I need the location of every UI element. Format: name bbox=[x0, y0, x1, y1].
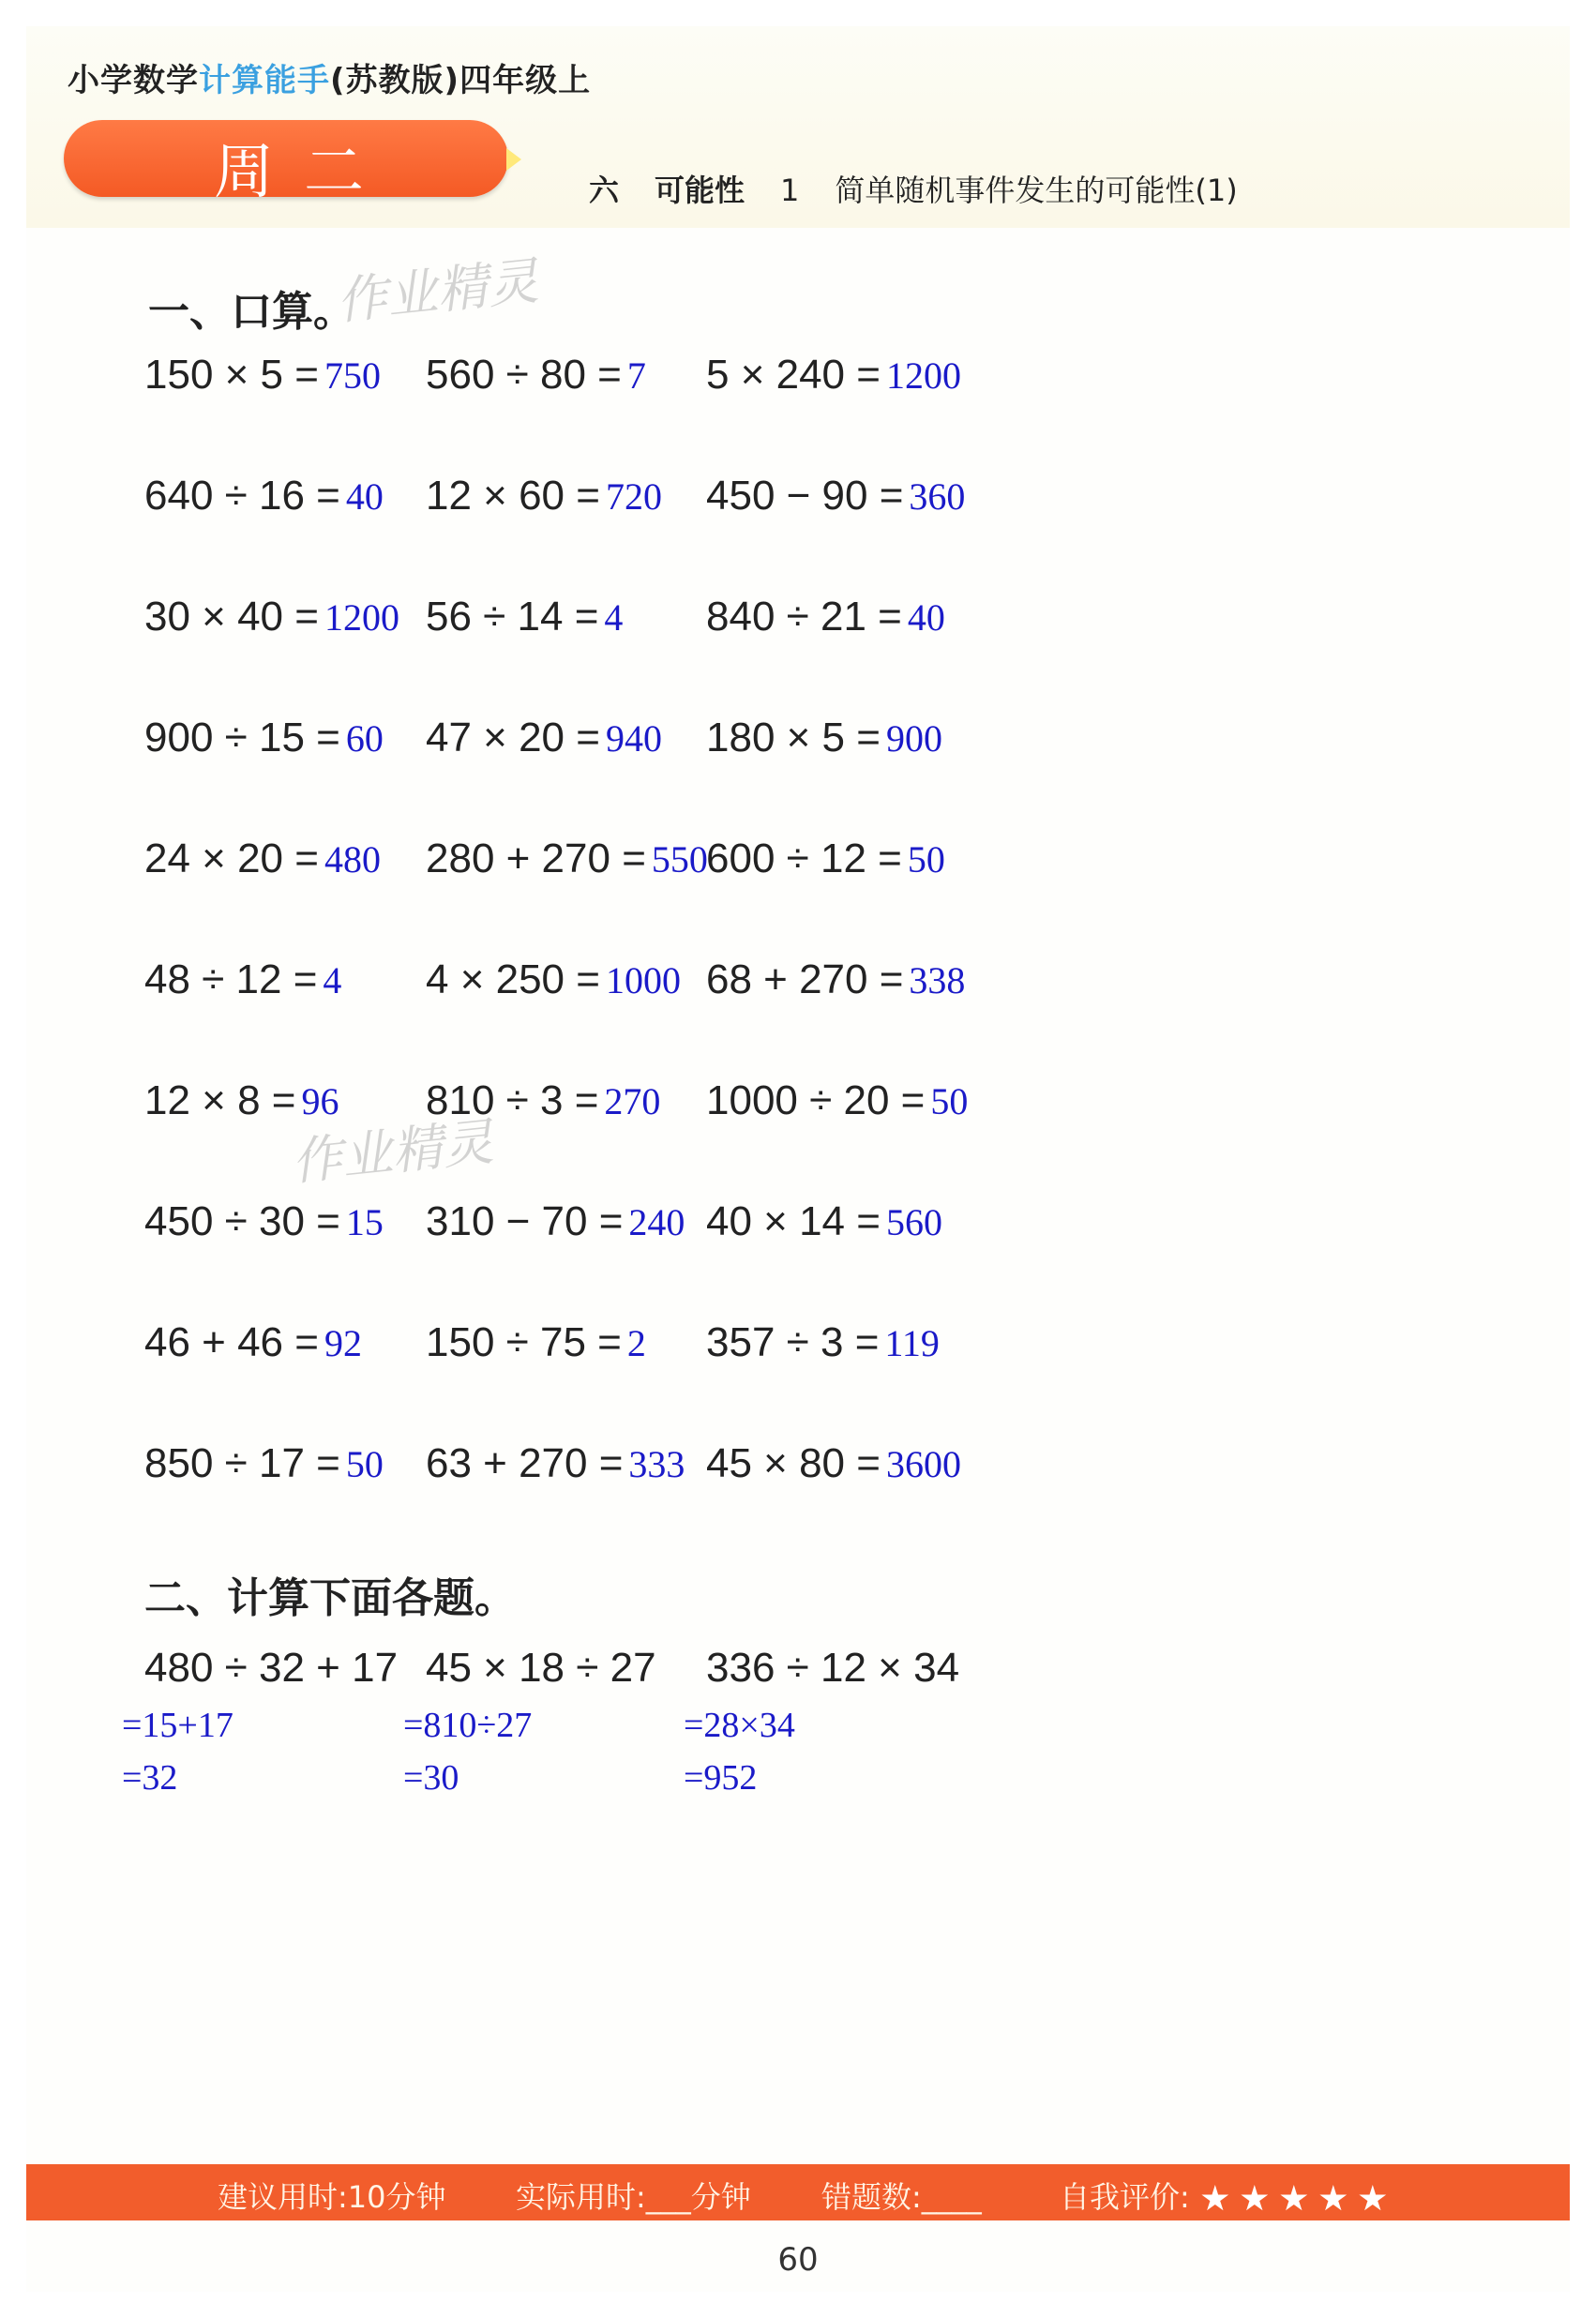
problem-expression: 45 × 80 = bbox=[706, 1440, 881, 1486]
oral-problem bbox=[144, 1077, 339, 1124]
solution-result: =952 bbox=[684, 1758, 758, 1798]
oral-problem bbox=[706, 956, 965, 1003]
answer: 119 bbox=[884, 1322, 940, 1364]
oral-problem bbox=[706, 835, 945, 882]
problem-expression: 560 ÷ 80 = bbox=[426, 352, 622, 398]
oral-problem bbox=[426, 1440, 685, 1487]
answer: 550 bbox=[651, 838, 708, 881]
play-arrow-icon bbox=[506, 148, 521, 171]
oral-problem bbox=[426, 352, 646, 399]
problem-expression: 450 − 90 = bbox=[706, 473, 904, 519]
answer: 2 bbox=[626, 1322, 646, 1364]
solution-step: =15+17 bbox=[122, 1706, 233, 1745]
oral-problem bbox=[426, 956, 681, 1003]
answer: 60 bbox=[345, 717, 384, 760]
rating-stars bbox=[1190, 2179, 1387, 2215]
flower-star-icon[interactable] bbox=[1359, 2185, 1387, 2213]
oral-problem bbox=[706, 1319, 940, 1366]
oral-problem bbox=[144, 1198, 384, 1245]
problem-expression: 47 × 20 = bbox=[426, 715, 600, 760]
unit-number: 六 bbox=[589, 173, 620, 208]
problem-expression: 600 ÷ 12 = bbox=[706, 835, 902, 881]
answer: 1000 bbox=[605, 959, 681, 1001]
oral-problem bbox=[144, 715, 384, 761]
problem-expression: 640 ÷ 16 = bbox=[144, 473, 340, 519]
answer: 50 bbox=[345, 1443, 384, 1485]
oral-problem bbox=[706, 352, 961, 399]
oral-problem bbox=[426, 594, 623, 640]
problem-expression: 150 ÷ 75 = bbox=[426, 1319, 622, 1365]
answer: 40 bbox=[345, 475, 384, 518]
suggested-time: 建议用时:10分钟 bbox=[218, 2179, 446, 2215]
answer: 270 bbox=[604, 1080, 661, 1122]
problem-expression: 150 × 5 = bbox=[144, 352, 319, 398]
footer-bar bbox=[26, 2164, 1570, 2220]
answer: 940 bbox=[605, 717, 662, 760]
problem-expression: 30 × 40 = bbox=[144, 594, 319, 640]
problem-expression: 63 + 270 = bbox=[426, 1440, 624, 1486]
problem-expression: 5 × 240 = bbox=[706, 352, 881, 398]
flower-star-icon[interactable] bbox=[1201, 2185, 1229, 2213]
answer: 50 bbox=[930, 1080, 969, 1122]
oral-problem bbox=[144, 473, 384, 519]
lesson-title: 简单随机事件发生的可能性(1) bbox=[835, 173, 1238, 208]
answer: 96 bbox=[301, 1080, 339, 1122]
oral-problem bbox=[426, 1077, 660, 1124]
problem-expression: 46 + 46 = bbox=[144, 1319, 319, 1365]
oral-problem bbox=[706, 1198, 942, 1245]
section2-title: 二、计算下面各题。 bbox=[144, 1574, 516, 1622]
problem-expression: 180 × 5 = bbox=[706, 715, 881, 760]
oral-problem bbox=[144, 594, 399, 640]
section1-title: 一、口算。 bbox=[148, 288, 354, 336]
error-count: 错题数:____ bbox=[821, 2179, 982, 2215]
problem-expression: 48 ÷ 12 = bbox=[144, 956, 318, 1002]
flower-star-icon[interactable] bbox=[1280, 2185, 1308, 2213]
oral-problem bbox=[706, 1440, 961, 1487]
problem-expression: 840 ÷ 21 = bbox=[706, 594, 902, 640]
oral-problem bbox=[426, 1198, 685, 1245]
answer: 7 bbox=[626, 354, 646, 397]
problem-expression: 900 ÷ 15 = bbox=[144, 715, 340, 760]
answer: 4 bbox=[323, 959, 342, 1001]
answer: 50 bbox=[907, 838, 945, 881]
oral-problem bbox=[706, 473, 965, 519]
book-title-post: (苏教版)四年级上 bbox=[330, 62, 592, 99]
self-eval-label: 自我评价: bbox=[1060, 2179, 1190, 2215]
workbook-page bbox=[26, 26, 1570, 2292]
oral-problem bbox=[706, 594, 945, 640]
answer: 360 bbox=[909, 475, 966, 518]
problem-expression: 1000 ÷ 20 = bbox=[706, 1077, 926, 1123]
answer: 720 bbox=[605, 475, 662, 518]
problem-expression: 56 ÷ 14 = bbox=[426, 594, 599, 640]
oral-problem bbox=[426, 835, 708, 882]
problem-expression: 68 + 270 = bbox=[706, 956, 904, 1002]
solution-step: =810÷27 bbox=[403, 1706, 533, 1745]
answer: 40 bbox=[907, 596, 945, 639]
answer: 240 bbox=[628, 1201, 685, 1243]
day-label: 周二 bbox=[214, 138, 394, 207]
written-problem: 45 × 18 ÷ 27 bbox=[426, 1645, 656, 1691]
problem-expression: 4 × 250 = bbox=[426, 956, 600, 1002]
oral-problem bbox=[144, 352, 381, 399]
oral-problem bbox=[144, 956, 341, 1003]
answer: 4 bbox=[604, 596, 624, 639]
solution-step: =28×34 bbox=[684, 1706, 795, 1745]
book-title-pre: 小学数学 bbox=[68, 62, 199, 99]
problem-expression: 810 ÷ 3 = bbox=[426, 1077, 599, 1123]
oral-problem bbox=[426, 715, 662, 761]
self-evaluation bbox=[1060, 2174, 1387, 2217]
watermark: 作业精灵 bbox=[288, 1111, 497, 1193]
oral-problem bbox=[144, 835, 381, 882]
answer: 560 bbox=[885, 1201, 942, 1243]
flower-star-icon[interactable] bbox=[1241, 2185, 1269, 2213]
actual-time: 实际用时:___分钟 bbox=[516, 2179, 751, 2215]
written-problem: 336 ÷ 12 × 34 bbox=[706, 1645, 960, 1691]
answer: 15 bbox=[345, 1201, 384, 1243]
answer: 3600 bbox=[885, 1443, 961, 1485]
watermark: 作业精灵 bbox=[333, 250, 542, 332]
lesson-heading bbox=[589, 167, 1273, 210]
lesson-number: 1 bbox=[780, 173, 800, 208]
answer: 480 bbox=[324, 838, 381, 881]
answer: 333 bbox=[628, 1443, 685, 1485]
oral-problem bbox=[426, 1319, 646, 1366]
answer: 338 bbox=[909, 959, 966, 1001]
page-number: 60 bbox=[777, 2241, 819, 2279]
written-problem: 480 ÷ 32 + 17 bbox=[144, 1645, 399, 1691]
problem-expression: 357 ÷ 3 = bbox=[706, 1319, 880, 1365]
flower-star-icon[interactable] bbox=[1319, 2185, 1348, 2213]
problem-expression: 450 ÷ 30 = bbox=[144, 1198, 340, 1244]
problem-expression: 12 × 60 = bbox=[426, 473, 600, 519]
oral-problem bbox=[144, 1440, 384, 1487]
problem-expression: 40 × 14 = bbox=[706, 1198, 881, 1244]
solution-result: =32 bbox=[122, 1758, 178, 1798]
answer: 92 bbox=[324, 1322, 362, 1364]
day-banner bbox=[64, 120, 508, 207]
unit-name: 可能性 bbox=[655, 173, 745, 208]
problem-expression: 24 × 20 = bbox=[144, 835, 319, 881]
book-title bbox=[68, 54, 591, 100]
answer: 750 bbox=[324, 354, 381, 397]
oral-problem bbox=[706, 1077, 968, 1124]
book-title-highlight: 计算能手 bbox=[199, 62, 330, 99]
oral-problem bbox=[426, 473, 662, 519]
answer: 1200 bbox=[885, 354, 961, 397]
oral-problem bbox=[706, 715, 942, 761]
answer: 1200 bbox=[324, 596, 399, 639]
problem-expression: 850 ÷ 17 = bbox=[144, 1440, 340, 1486]
solution-result: =30 bbox=[403, 1758, 459, 1798]
problem-expression: 310 − 70 = bbox=[426, 1198, 624, 1244]
problem-expression: 12 × 8 = bbox=[144, 1077, 296, 1123]
answer: 900 bbox=[885, 717, 942, 760]
oral-problem bbox=[144, 1319, 362, 1366]
problem-expression: 280 + 270 = bbox=[426, 835, 646, 881]
